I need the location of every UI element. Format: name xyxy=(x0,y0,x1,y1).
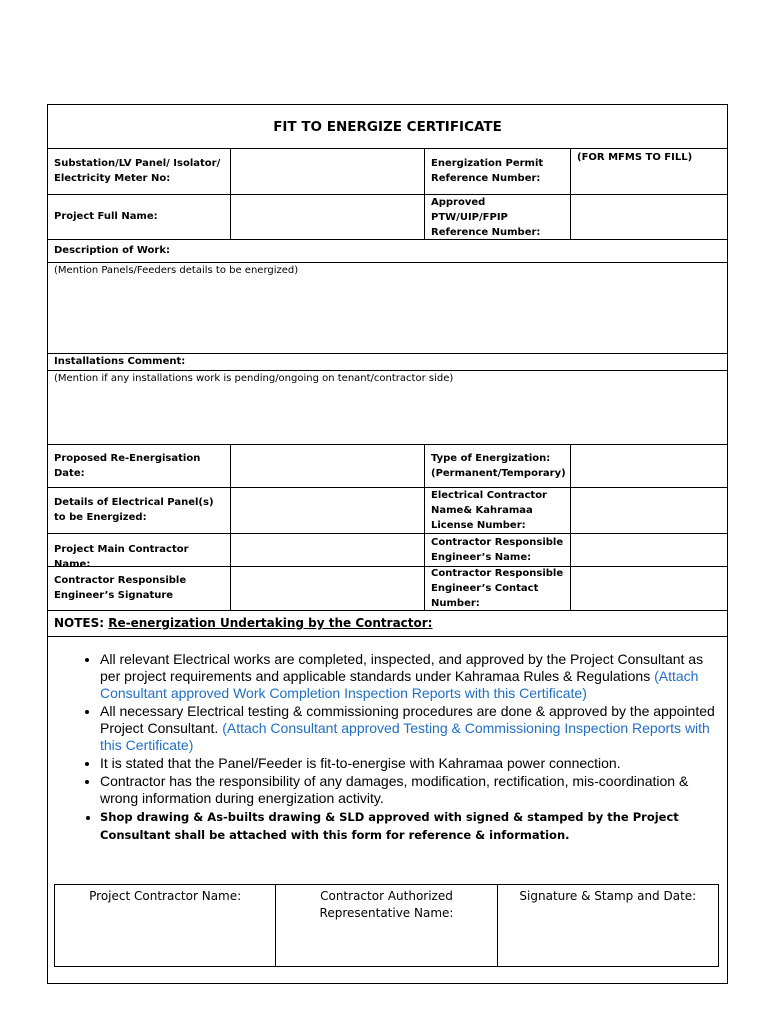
main-contractor-input[interactable] xyxy=(234,535,422,565)
signature-stamp-cell[interactable]: Signature & Stamp and Date: xyxy=(497,885,718,966)
energization-type-label: Type of Energization: (Permanent/Temporary) xyxy=(431,453,566,479)
list-item: • All necessary Electrical testing & commissioning procedures are done & approved by the appointed Project Consultant. (Attach Consultant approved Testing & Commissioning Inspection Reports with this Certificate) xyxy=(100,703,722,754)
engineer-contact-label: Contractor Responsible Engineer’s Contact Number: xyxy=(431,568,564,609)
approved-reference-label: Approved PTW/UIP/FPIP Reference Number: xyxy=(431,197,541,238)
panel-details-label: Details of Electrical Panel(s) to be Energized: xyxy=(54,497,214,523)
row-divider xyxy=(48,636,727,637)
undertaking-list xyxy=(70,651,722,845)
approved-reference-input[interactable] xyxy=(573,196,723,238)
engineer-signature-input[interactable] xyxy=(234,568,422,609)
row-divider xyxy=(48,487,727,488)
column-divider xyxy=(570,149,571,239)
contractor-name-cell[interactable]: Project Contractor Name: xyxy=(89,889,242,903)
electrical-contractor-label: Electrical Contractor Name& Kahramaa License Number: xyxy=(431,490,547,531)
row-divider xyxy=(48,239,727,240)
column-divider xyxy=(424,149,425,239)
notes-prefix: NOTES: xyxy=(54,616,105,630)
proposed-date-label: Proposed Re-Energisation Date: xyxy=(54,453,201,479)
certificate-form xyxy=(47,104,728,984)
energization-type-input[interactable] xyxy=(573,446,723,486)
mfms-note: (FOR MFMS TO FILL) xyxy=(577,152,693,163)
column-divider xyxy=(230,444,231,610)
list-item: • All relevant Electrical works are completed, inspected, and approved by the Project Consultant as per project requirements and applicable standards under Kahramaa Rules & Regulations (Attach Consultant approved Work Completion Inspection Reports with this Certificate) xyxy=(100,651,722,702)
description-input[interactable]: (Mention Panels/Feeders details to be energized) xyxy=(54,265,299,276)
description-label: Description of Work: xyxy=(54,245,170,256)
engineer-signature-label: Contractor Responsible Engineer’s Signature xyxy=(54,575,187,601)
row-divider xyxy=(48,194,727,195)
row-divider xyxy=(48,533,727,534)
column-divider xyxy=(424,444,425,610)
row-divider xyxy=(48,444,727,445)
panel-details-input[interactable] xyxy=(234,489,422,531)
notes-title: Re-energization Undertaking by the Contractor: xyxy=(108,616,433,630)
column-divider xyxy=(230,149,231,239)
energization-permit-label: Energization Permit Reference Number: xyxy=(431,158,544,184)
engineer-contact-input[interactable] xyxy=(573,568,723,609)
electrical-contractor-input[interactable] xyxy=(573,489,723,531)
list-item: • Contractor has the responsibility of any damages, modification, rectification, mis-coordination & wrong information during energization activity. xyxy=(100,773,722,807)
engineer-name-input[interactable] xyxy=(573,535,723,565)
project-full-name-label: Project Full Name: xyxy=(54,211,158,222)
list-item: • Shop drawing & As-builts drawing & SLD approved with signed & stamped by the Project Consultant shall be attached with this form for reference & information. xyxy=(100,808,722,844)
proposed-date-input[interactable] xyxy=(234,446,422,486)
substation-label: Substation/LV Panel/ Isolator/ Electricity Meter No: xyxy=(54,158,221,184)
installations-label: Installations Comment: xyxy=(54,356,186,367)
list-item: • It is stated that the Panel/Feeder is fit-to-energise with Kahramaa power connection. xyxy=(100,755,722,772)
main-contractor-label: Project Main Contractor Name: xyxy=(54,544,189,570)
representative-name-cell[interactable]: Contractor Authorized Representative Name: xyxy=(275,885,496,966)
substation-input[interactable] xyxy=(234,151,422,193)
project-full-name-input[interactable] xyxy=(234,196,422,238)
notes-heading xyxy=(54,616,432,630)
engineer-name-label: Contractor Responsible Engineer’s Name: xyxy=(431,537,564,563)
signature-table xyxy=(54,884,719,967)
installations-input[interactable]: (Mention if any installations work is pending/ongoing on tenant/contractor side) xyxy=(54,373,454,384)
row-divider xyxy=(48,610,727,611)
page-title: FIT TO ENERGIZE CERTIFICATE xyxy=(48,105,727,149)
